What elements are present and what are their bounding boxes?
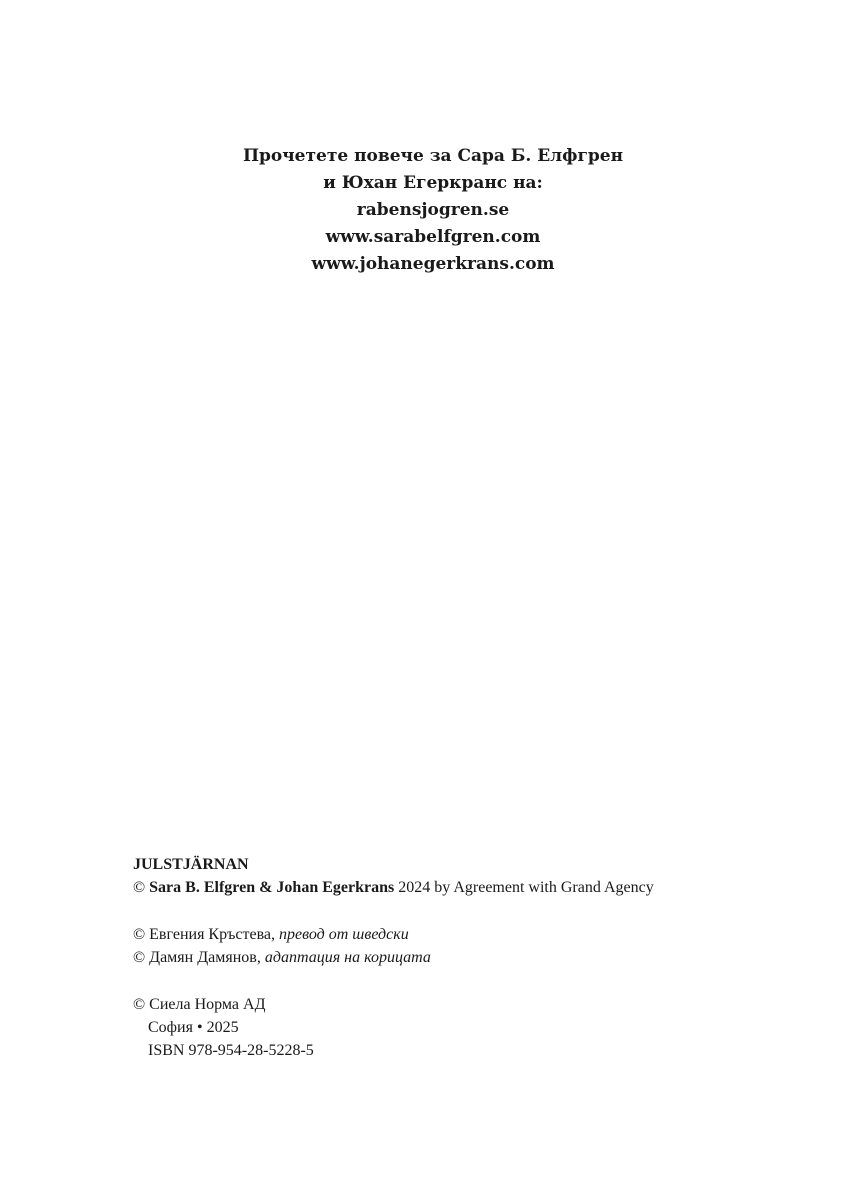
original-copyright: © Sara B. Elfgren & Johan Egerkrans 2024 by Agreement with Grand Agency (133, 879, 654, 896)
publisher-copyright: © Сиела Норма АД (133, 996, 266, 1013)
read-more-line: Прочетете повече за Сара Б. Елфгрен (242, 146, 624, 166)
original-title: JULSTJÄRNAN (133, 856, 249, 873)
author-links-block (0, 143, 866, 278)
authors-line: и Юхан Егеркранс на: (323, 173, 543, 193)
sara-website: www.sarabelfgren.com (325, 227, 541, 247)
author-names: Sara B. Elfgren & Johan Egerkrans (149, 879, 395, 896)
cover-credit: © Дамян Дамянов, адаптация на корицата (133, 949, 431, 966)
johan-website: www.johanegerkrans.com (311, 254, 555, 274)
copyright-imprint (133, 853, 833, 1062)
publisher-website: rabensjogren.se (356, 200, 510, 220)
city-year: София • 2025 (148, 1019, 239, 1036)
translator-credit: © Евгения Кръстева, превод от шведски (133, 926, 409, 943)
isbn: ISBN 978-954-28-5228-5 (148, 1042, 314, 1059)
